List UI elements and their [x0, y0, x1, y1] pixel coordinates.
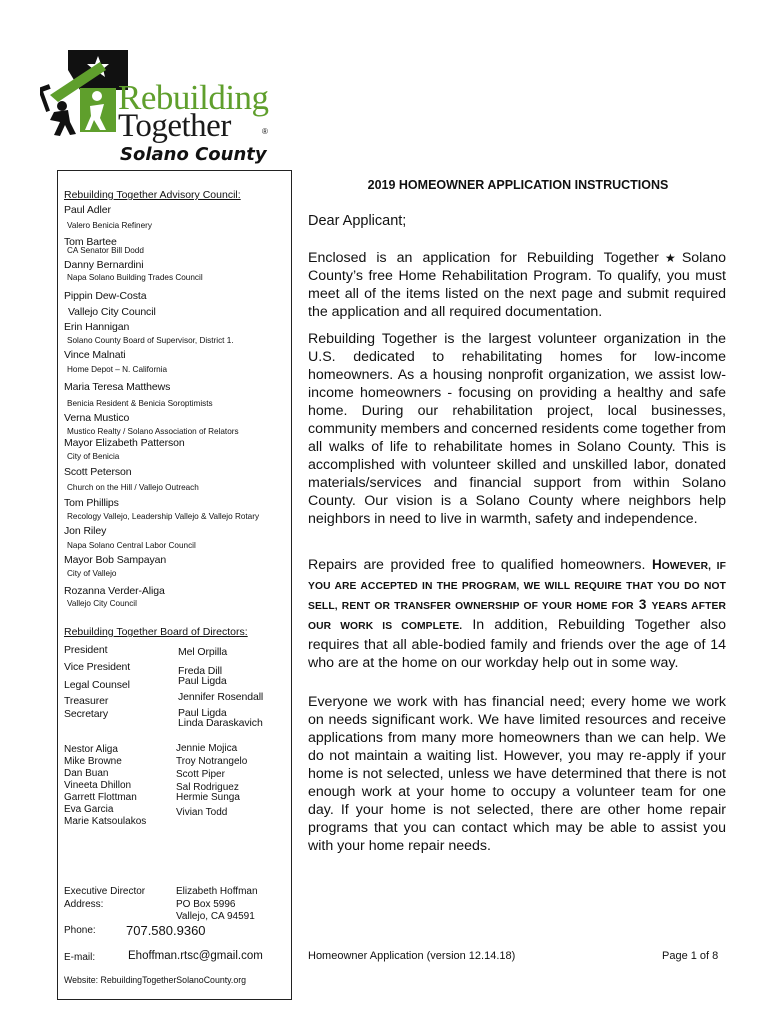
ownership-requirement-end: YEARS AFTER OUR WORK IS COMPLETE.: [308, 601, 726, 632]
advisory-name: Tom Bartee: [64, 236, 117, 248]
advisory-name: Mayor Elizabeth Patterson: [64, 437, 185, 449]
star-icon: ★: [658, 251, 682, 265]
officer-legal-counsel: Paul Ligda: [178, 675, 227, 687]
advisory-affiliation: City of Vallejo: [67, 569, 117, 578]
greeting: Dear Applicant;: [308, 213, 407, 229]
advisory-affiliation: Home Depot – N. California: [67, 365, 168, 374]
advisory-name: Mayor Bob Sampayan: [64, 554, 167, 566]
advisory-affiliation: Vallejo City Council: [67, 599, 137, 608]
advisory-affiliation: Church on the Hill / Vallejo Outreach: [67, 483, 199, 492]
board-member: Dan Buan: [64, 768, 109, 779]
board-member: Hermie Sunga: [176, 792, 240, 803]
advisory-affiliation: Solano County Board of Supervisor, District 1.: [67, 336, 234, 345]
logo-word-rebuilding: Rebuilding: [118, 78, 269, 117]
address-line-2: Vallejo, CA 94591: [176, 911, 255, 922]
advisory-name: Verna Mustico: [64, 412, 130, 424]
advisory-name: Erin Hannigan: [64, 321, 130, 333]
advisory-heading: Rebuilding Together Advisory Council:: [64, 189, 241, 201]
advisory-name: Jon Riley: [64, 525, 107, 537]
advisory-name: Scott Peterson: [64, 466, 132, 478]
advisory-affiliation: Valero Benicia Refinery: [67, 221, 152, 230]
advisory-name: Rozanna Verder-Aliga: [64, 585, 165, 597]
intro-text-b: Solano County’s free Home Rehabilitation Program. To qualify, you must meet all of the items listed on the next page and submit required the application and all required documentation.: [308, 250, 726, 320]
board-member: Eva Garcia: [64, 804, 114, 815]
board-member: Jennie Mojica: [176, 743, 238, 754]
phone-number: 707.580.9360: [126, 923, 206, 938]
years-number: 3: [638, 597, 647, 612]
role-president: President: [64, 644, 108, 656]
board-member: Nestor Aliga: [64, 744, 118, 755]
board-member: Vivian Todd: [176, 807, 228, 818]
board-heading: Rebuilding Together Board of Directors:: [64, 626, 248, 638]
footer-version: Homeowner Application (version 12.14.18): [308, 950, 516, 962]
advisory-affiliation: City of Benicia: [67, 452, 120, 461]
requirements-text-a: Repairs are provided free to qualified homeowners.: [308, 557, 646, 573]
advisory-name: Danny Bernardini: [64, 259, 144, 271]
advisory-affiliation: Benicia Resident & Benicia Soroptimists: [67, 399, 213, 408]
board-member: Sal Rodriguez: [176, 782, 239, 793]
advisory-name: Tom Phillips: [64, 497, 119, 509]
exec-director-name: Elizabeth Hoffman: [176, 886, 258, 897]
role-vice-president: Vice President: [64, 661, 131, 673]
page-title: 2019 HOMEOWNER APPLICATION INSTRUCTIONS: [367, 178, 669, 192]
advisory-name: Maria Teresa Matthews: [64, 381, 171, 393]
requirements-text-b: In addition, Rebuilding Together also requires that all able-bodied family and friends over the age of 14 who are at the home on our workday help out in some way.: [308, 617, 726, 671]
advisory-affiliation: Vallejo City Council: [68, 306, 156, 318]
exec-director-label: Executive Director: [64, 886, 146, 897]
board-member: Scott Piper: [176, 769, 225, 780]
address-line-1: PO Box 5996: [176, 899, 236, 910]
website-link[interactable]: Website: RebuildingTogetherSolanoCounty.org: [64, 975, 247, 985]
board-member: Garrett Flottman: [64, 792, 137, 803]
paragraph-intro: [308, 249, 726, 321]
officer-president: Mel Orpilla: [178, 646, 228, 658]
advisory-name: Pippin Dew-Costa: [64, 290, 147, 302]
officer-secretary-2: Linda Daraskavich: [178, 717, 263, 729]
advisory-affiliation: Napa Solano Central Labor Council: [67, 541, 196, 550]
officer-vice-president: Freda Dill: [178, 665, 222, 677]
intro-text-a: Enclosed is an application for Rebuilding Together: [308, 250, 659, 266]
address-label: Address:: [64, 899, 104, 910]
board-member: Marie Katsoulakos: [64, 816, 147, 827]
role-legal-counsel: Legal Counsel: [64, 679, 130, 691]
paragraph-about: Rebuilding Together is the largest volunteer organization in the U.S. dedicated to rehabilitating homes for low-income homeowners. As a housing nonprofit organization, we assist low-income homeowners - focusing on providing a healthy and safe home. During our rehabilitation project, local businesses, community members and concerned residents come together from all walks of life to rehabilitate homes in Solano County. This is accomplished with volunteer skilled and unskilled labor, donated materials/services and financial support from within Solano County. Our vision is a Solano County where neighbors help neighbors in need to live in warmth, safety and independence.: [308, 331, 726, 527]
advisory-affiliation: Recology Vallejo, Leadership Vallejo & Vallejo Rotary: [67, 512, 260, 521]
email-label: E-mail:: [64, 952, 96, 963]
logo-subtitle: Solano County: [120, 144, 267, 165]
advisory-name: Vince Malnati: [64, 349, 126, 361]
board-member: Mike Browne: [64, 756, 122, 767]
registered-mark: ®: [262, 127, 268, 136]
role-treasurer: Treasurer: [64, 695, 109, 707]
ownership-requirement: OWEVER, IF YOU ARE ACCEPTED IN THE PROGRAM, WE WILL REQUIRE THAT YOU DO NOT SELL, RENT OR TRANSFER OWNERSHIP OF YOUR HOME FOR: [308, 561, 727, 612]
advisory-affiliation: Mustico Realty / Solano Association of Relators: [67, 427, 239, 436]
logo-word-together: Together: [118, 108, 231, 144]
logo: [40, 40, 300, 165]
paragraph-requirements: [308, 556, 726, 672]
house-figures-icon: [40, 40, 130, 145]
advisory-affiliation: CA Senator Bill Dodd: [67, 246, 144, 255]
advisory-affiliation: Napa Solano Building Trades Council: [67, 273, 203, 282]
officer-secretary: Paul Ligda: [178, 707, 227, 719]
phone-label: Phone:: [64, 925, 96, 936]
board-member: Troy Notrangelo: [176, 756, 248, 767]
email-address: Ehoffman.rtsc@gmail.com: [128, 950, 263, 962]
officer-treasurer: Jennifer Rosendall: [178, 691, 264, 703]
sidebar-box: [57, 170, 292, 1000]
board-member: Vineeta Dhillon: [64, 780, 132, 791]
advisory-name: Paul Adler: [64, 204, 111, 216]
footer-page-number: Page 1 of 8: [662, 950, 719, 962]
caps-initial: H: [652, 557, 662, 572]
paragraph-selection: Everyone we work with has financial need; every home we work on needs significant work. We have limited resources and receive applications from many more homeowners than we can help. We do not maintain a waiting list. However, you may re-apply if your home is not selected, unless we have determined that there is not enough work at your home to occupy a volunteer team for one day. If your home is not selected, there are other home repair programs that you can contact which may be able to assist you with your home repair needs.: [308, 694, 726, 854]
role-secretary: Secretary: [64, 708, 109, 720]
